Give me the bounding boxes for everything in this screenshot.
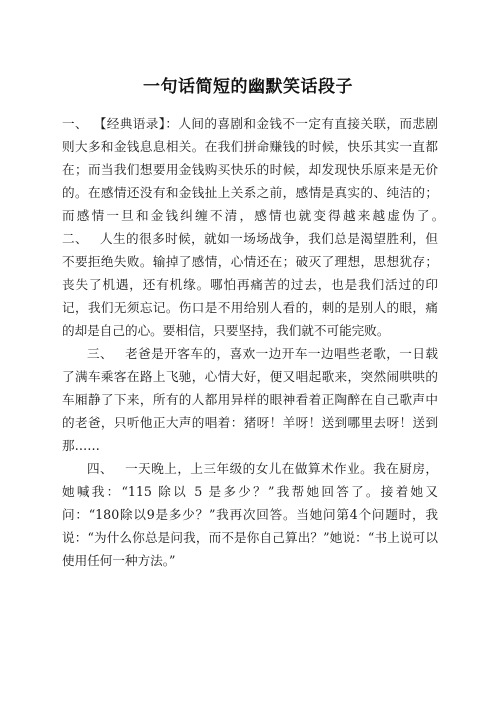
paragraph-text: 一天晚上，上三年级的女儿在做算术作业。我在厨房，她喊我：“115 除以 5 是多少？”我帮她回答了。接着她又问：“180除以9是多少？”我再次回答。当她问第4个问题时，我说：“为什么你总是问我，而不是你自己算出？”她说：“书上说可以使用任何一种方法。” (62, 461, 439, 568)
paragraph-text: 老爸是开客车的，喜欢一边开车一边唱些老歌，一日载了满车乘客在路上飞驰，心情大好，便又唱起歌来，突然闹哄哄的车厢静了下来，所有的人都用异样的眼神看着正陶醉在自己歌声中的老爸，只听他正大声的唱着：猪呀！羊呀！送到哪里去呀！送到那…… (62, 346, 439, 453)
paragraph-text: 人生的很多时候，就如一场场战争，我们总是渴望胜利，但不要拒绝失败。输掉了感情，心情还在；破灭了理想，思想犹存；丧失了机遇，还有机缘。哪怕再痛苦的过去，也是我们活过的印记，我们无须忘记。伤口是不用给别人看的，刺的是别人的眼，痛的却是自己的心。要相信，只要坚持，我们就不可能完败。 (62, 231, 439, 338)
document-title: 一句话简短的幽默笑话段子 (143, 77, 353, 97)
paragraph-number: 三、 (87, 346, 114, 361)
paragraph-number: 二、 (62, 231, 89, 246)
paragraph-3 (62, 342, 438, 457)
paragraph-4 (62, 457, 438, 572)
paragraph-number: 四、 (87, 461, 114, 476)
paragraph-text: 【经典语录】：人间的喜剧和金钱不一定有直接关联，而悲剧则大多和金钱息息相关。在我们拼命赚钱的时候，快乐其实一直都在；而当我们想要用金钱购买快乐的时候，却发现快乐原来是无价的。在感情还没有和金钱扯上关系之前，感情是真实的、纯洁的；而感情一旦和金钱纠缠不清，感情也就变得越来越虚伪了。 (62, 116, 438, 223)
document-body (62, 112, 438, 572)
paragraph-1 (62, 112, 438, 342)
paragraph-number: 一、 (62, 116, 88, 131)
